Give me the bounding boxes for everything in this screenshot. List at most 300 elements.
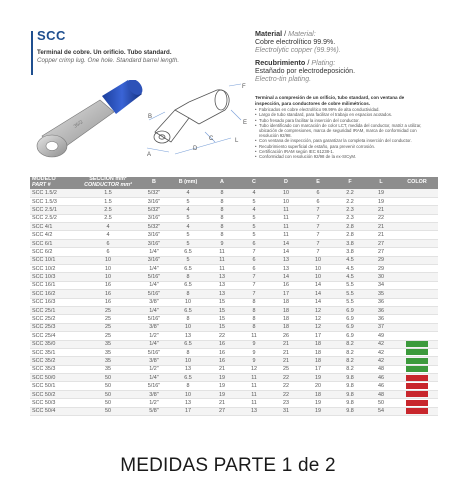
- header-c: C: [238, 177, 270, 189]
- plating-label-en: Plating:: [311, 58, 336, 67]
- cell-model: SCC 16/1: [30, 281, 78, 289]
- cell-color: [396, 315, 438, 323]
- cell-b-mm: 10: [170, 357, 206, 365]
- cell-l: 22: [366, 214, 396, 222]
- cell-f: 2.3: [334, 206, 366, 214]
- cell-f: 9.8: [334, 399, 366, 407]
- cell-b-mm: 13: [170, 399, 206, 407]
- dim-label-e: E: [243, 120, 248, 126]
- cell-a: 11: [206, 256, 238, 264]
- cell-b-in: 3/16": [138, 239, 170, 247]
- cell-b-in: 3/16": [138, 197, 170, 205]
- cell-c: 5: [238, 197, 270, 205]
- cell-b-mm: 5: [170, 231, 206, 239]
- cell-l: 19: [366, 189, 396, 197]
- cell-b-in: 5/16": [138, 382, 170, 390]
- cell-b-in: 3/16": [138, 214, 170, 222]
- cell-color: [396, 348, 438, 356]
- table-row: [30, 273, 438, 281]
- color-swatch: [406, 349, 428, 355]
- cell-section: 25: [78, 332, 138, 340]
- cell-b-in: 1/4": [138, 340, 170, 348]
- cell-b-in: 1/4": [138, 281, 170, 289]
- cell-color: [396, 407, 438, 415]
- cell-d: 21: [270, 357, 302, 365]
- plating-label: Recubrimiento: [255, 58, 306, 67]
- product-code: SCC: [37, 28, 66, 43]
- cell-a: 16: [206, 348, 238, 356]
- cell-l: 48: [366, 365, 396, 373]
- cell-e: 7: [302, 206, 334, 214]
- cell-section: 50: [78, 407, 138, 415]
- cell-d: 13: [270, 256, 302, 264]
- cell-model: SCC 35/1: [30, 348, 78, 356]
- cell-model: SCC 6/2: [30, 248, 78, 256]
- dimensions-table-wrap: [30, 177, 438, 416]
- cell-l: 27: [366, 248, 396, 256]
- plating-value-en: Electro-tin plating.: [255, 76, 312, 83]
- cell-section: 10: [78, 273, 138, 281]
- table-row: [30, 265, 438, 273]
- cell-section: 25: [78, 315, 138, 323]
- cell-color: [396, 214, 438, 222]
- dim-label-d: D: [193, 146, 198, 152]
- cell-l: 50: [366, 399, 396, 407]
- cell-b-in: 5/16": [138, 315, 170, 323]
- cell-section: 50: [78, 390, 138, 398]
- cell-a: 19: [206, 382, 238, 390]
- cell-section: 2.5: [78, 206, 138, 214]
- cell-model: SCC 10/1: [30, 256, 78, 264]
- cell-e: 17: [302, 365, 334, 373]
- cell-l: 36: [366, 315, 396, 323]
- cell-color: [396, 206, 438, 214]
- spec-item: • Largo de tubo standard, para facilitar el trabajo en espacios acotados.: [255, 112, 425, 117]
- cell-model: SCC 16/3: [30, 298, 78, 306]
- cell-b-mm: 8: [170, 290, 206, 298]
- cell-model: SCC 4/1: [30, 223, 78, 231]
- cell-e: 10: [302, 273, 334, 281]
- cell-l: 30: [366, 273, 396, 281]
- header-b-mm: B (mm): [170, 177, 206, 189]
- table-row: [30, 256, 438, 264]
- table-row: [30, 298, 438, 306]
- cell-e: 14: [302, 281, 334, 289]
- cell-f: 4.5: [334, 273, 366, 281]
- cell-f: 3.8: [334, 248, 366, 256]
- cell-l: 21: [366, 223, 396, 231]
- cell-c: 13: [238, 407, 270, 415]
- cell-section: 6: [78, 239, 138, 247]
- cell-e: 12: [302, 306, 334, 314]
- cell-a: 9: [206, 239, 238, 247]
- cell-l: 36: [366, 298, 396, 306]
- cell-d: 16: [270, 281, 302, 289]
- cell-l: 21: [366, 231, 396, 239]
- cell-b-in: 1/4": [138, 265, 170, 273]
- cell-b-in: 3/16": [138, 231, 170, 239]
- cell-model: SCC 25/1: [30, 306, 78, 314]
- cell-a: 19: [206, 374, 238, 382]
- product-description-en: Copper crimp lug. One hole. Standard barrel length.: [37, 57, 180, 64]
- cell-l: 42: [366, 340, 396, 348]
- cell-b-in: 5/16": [138, 273, 170, 281]
- cell-e: 19: [302, 399, 334, 407]
- color-swatch: [406, 341, 428, 347]
- color-swatch: [406, 383, 428, 389]
- cell-color: [396, 323, 438, 331]
- cell-a: 16: [206, 340, 238, 348]
- cell-color: [396, 332, 438, 340]
- cell-section: 50: [78, 382, 138, 390]
- cell-model: SCC 16/2: [30, 290, 78, 298]
- cell-f: 2.8: [334, 223, 366, 231]
- cell-model: SCC 35/2: [30, 357, 78, 365]
- table-row: [30, 189, 438, 197]
- cell-c: 7: [238, 273, 270, 281]
- cell-model: SCC 1.5/2: [30, 189, 78, 197]
- cell-section: 35: [78, 340, 138, 348]
- cell-d: 13: [270, 265, 302, 273]
- table-row: [30, 407, 438, 415]
- cell-e: 10: [302, 256, 334, 264]
- cell-a: 19: [206, 390, 238, 398]
- table-row: [30, 332, 438, 340]
- cell-e: 19: [302, 374, 334, 382]
- header-d: D: [270, 177, 302, 189]
- cell-color: [396, 340, 438, 348]
- cell-section: 35: [78, 365, 138, 373]
- table-row: [30, 357, 438, 365]
- cell-b-mm: 8: [170, 348, 206, 356]
- material-label: Material: [255, 29, 283, 38]
- cell-a: 15: [206, 298, 238, 306]
- cell-a: 13: [206, 290, 238, 298]
- cell-b-mm: 8: [170, 315, 206, 323]
- table-row: [30, 365, 438, 373]
- cell-a: 13: [206, 273, 238, 281]
- table-row: [30, 306, 438, 314]
- cell-b-mm: 6.5: [170, 281, 206, 289]
- cell-color: [396, 265, 438, 273]
- cell-f: 2.2: [334, 189, 366, 197]
- table-body: [30, 189, 438, 416]
- color-swatch: [406, 400, 428, 406]
- cell-model: SCC 35/0: [30, 340, 78, 348]
- dimensions-table: [30, 177, 438, 416]
- cell-b-mm: 8: [170, 382, 206, 390]
- cell-d: 22: [270, 390, 302, 398]
- cell-section: 35: [78, 348, 138, 356]
- cell-color: [396, 256, 438, 264]
- table-row: [30, 323, 438, 331]
- spec-item: • Conformidad con resolución 92/98 de la ex-SICyM.: [255, 154, 425, 159]
- cell-e: 10: [302, 265, 334, 273]
- cell-a: 8: [206, 206, 238, 214]
- cell-c: 4: [238, 206, 270, 214]
- cell-e: 20: [302, 382, 334, 390]
- cell-e: 7: [302, 231, 334, 239]
- cell-d: 11: [270, 206, 302, 214]
- cell-c: 9: [238, 357, 270, 365]
- cell-a: 16: [206, 357, 238, 365]
- plating-value: Estañado por electrodeposición.: [255, 68, 356, 75]
- cell-c: 5: [238, 231, 270, 239]
- cell-b-mm: 17: [170, 407, 206, 415]
- cell-color: [396, 231, 438, 239]
- table-row: [30, 281, 438, 289]
- cell-a: 8: [206, 231, 238, 239]
- dim-label-f: F: [242, 84, 246, 90]
- cell-b-mm: 6.5: [170, 306, 206, 314]
- table-row: [30, 390, 438, 398]
- cell-e: 12: [302, 315, 334, 323]
- cell-a: 11: [206, 248, 238, 256]
- material-label-en: Material:: [288, 29, 316, 38]
- cell-color: [396, 223, 438, 231]
- cell-b-mm: 10: [170, 323, 206, 331]
- cell-a: 15: [206, 323, 238, 331]
- cell-color: [396, 374, 438, 382]
- table-row: [30, 382, 438, 390]
- header-e: E: [302, 177, 334, 189]
- cell-d: 25: [270, 365, 302, 373]
- spec-item: • Tubo fresado para facilitar la inserción del conductor.: [255, 118, 425, 123]
- cell-section: 25: [78, 323, 138, 331]
- cell-c: 11: [238, 399, 270, 407]
- cell-l: 36: [366, 306, 396, 314]
- cell-a: 13: [206, 281, 238, 289]
- header-a: A: [206, 177, 238, 189]
- cell-f: 9.8: [334, 374, 366, 382]
- cell-f: 2.2: [334, 197, 366, 205]
- cell-b-in: 5/16": [138, 290, 170, 298]
- cell-d: 11: [270, 223, 302, 231]
- dim-label-a: A: [147, 152, 152, 158]
- cell-model: SCC 6/1: [30, 239, 78, 247]
- cell-f: 5.5: [334, 281, 366, 289]
- cell-b-mm: 13: [170, 365, 206, 373]
- cell-section: 1.5: [78, 197, 138, 205]
- cell-b-mm: 13: [170, 332, 206, 340]
- cell-section: 4: [78, 231, 138, 239]
- spec-item: • Tubo identificado con marcación de color LCT, medida del conductor, matriz a utilizar, ubicación de compresiones, marca de seguridad IRAM, marca de conformidad con resolución 92/98.: [255, 123, 425, 139]
- cell-a: 15: [206, 315, 238, 323]
- cell-color: [396, 365, 438, 373]
- cell-f: 8.2: [334, 340, 366, 348]
- cell-section: 16: [78, 298, 138, 306]
- cell-e: 18: [302, 340, 334, 348]
- cell-l: 27: [366, 239, 396, 247]
- cell-color: [396, 189, 438, 197]
- cell-a: 8: [206, 197, 238, 205]
- cell-c: 11: [238, 382, 270, 390]
- color-swatch: [406, 408, 428, 414]
- cell-e: 18: [302, 390, 334, 398]
- cell-section: 1.5: [78, 189, 138, 197]
- cell-l: 46: [366, 374, 396, 382]
- cell-d: 10: [270, 189, 302, 197]
- table-row: [30, 214, 438, 222]
- cell-b-in: 1/2": [138, 332, 170, 340]
- spec-item: • Certificación IRAM según IEC 61238-1.: [255, 149, 425, 154]
- cell-model: SCC 25/3: [30, 323, 78, 331]
- cell-color: [396, 399, 438, 407]
- cell-section: 25: [78, 306, 138, 314]
- cell-color: [396, 281, 438, 289]
- cell-c: 8: [238, 306, 270, 314]
- cell-c: 12: [238, 365, 270, 373]
- cell-e: 19: [302, 407, 334, 415]
- cell-e: 7: [302, 223, 334, 231]
- cell-b-mm: 5: [170, 256, 206, 264]
- cell-color: [396, 390, 438, 398]
- table-row: [30, 340, 438, 348]
- material-value-en: Electrolytic copper (99.9%).: [255, 47, 341, 54]
- material-block: Material / Material: Cobre electrolítico 99.9%. Electrolytic copper (99.9%).: [255, 29, 425, 54]
- cell-section: 50: [78, 399, 138, 407]
- cell-model: SCC 25/2: [30, 315, 78, 323]
- cell-model: SCC 50/2: [30, 390, 78, 398]
- cell-l: 29: [366, 265, 396, 273]
- cell-d: 18: [270, 315, 302, 323]
- cell-b-in: 5/32": [138, 206, 170, 214]
- product-description: Terminal de cobre. Un orificio. Tubo standard.: [37, 49, 172, 56]
- cell-f: 6.9: [334, 315, 366, 323]
- cell-f: 9.8: [334, 390, 366, 398]
- cell-color: [396, 298, 438, 306]
- cell-f: 5.5: [334, 290, 366, 298]
- spec-item: • Recubrimiento superficial de estaño, para prevenir corrosión.: [255, 144, 425, 149]
- cell-e: 7: [302, 248, 334, 256]
- cell-c: 7: [238, 248, 270, 256]
- cell-section: 50: [78, 374, 138, 382]
- cell-b-mm: 10: [170, 390, 206, 398]
- cell-d: 18: [270, 306, 302, 314]
- cell-d: 18: [270, 298, 302, 306]
- cell-d: 11: [270, 214, 302, 222]
- cell-l: 34: [366, 281, 396, 289]
- header-l: L: [366, 177, 396, 189]
- product-header: [37, 28, 247, 64]
- cell-c: 8: [238, 315, 270, 323]
- table-row: [30, 348, 438, 356]
- cell-c: 7: [238, 290, 270, 298]
- cell-color: [396, 248, 438, 256]
- cell-color: [396, 197, 438, 205]
- spec-list: [255, 95, 425, 159]
- material-value: Cobre electrolítico 99.9%.: [255, 39, 336, 46]
- cell-b-in: 1/4": [138, 374, 170, 382]
- cell-model: SCC 25/4: [30, 332, 78, 340]
- cell-b-in: 5/32": [138, 223, 170, 231]
- cell-e: 14: [302, 290, 334, 298]
- cell-section: 10: [78, 256, 138, 264]
- cell-model: SCC 4/2: [30, 231, 78, 239]
- header-color: COLOR: [396, 177, 438, 189]
- table-row: [30, 223, 438, 231]
- cell-model: SCC 2.5/1: [30, 206, 78, 214]
- cell-d: 21: [270, 348, 302, 356]
- cell-b-mm: 5: [170, 214, 206, 222]
- table-row: [30, 399, 438, 407]
- dim-label-c: C: [209, 136, 214, 142]
- cell-e: 18: [302, 357, 334, 365]
- cell-f: 8.2: [334, 357, 366, 365]
- cell-b-mm: 10: [170, 298, 206, 306]
- cell-d: 22: [270, 382, 302, 390]
- dimension-diagram: [145, 80, 257, 160]
- cell-a: 22: [206, 332, 238, 340]
- color-swatch: [406, 358, 428, 364]
- cell-e: 7: [302, 214, 334, 222]
- table-row: [30, 197, 438, 205]
- cell-l: 46: [366, 382, 396, 390]
- cell-model: SCC 50/1: [30, 382, 78, 390]
- cell-section: 10: [78, 265, 138, 273]
- cell-e: 6: [302, 197, 334, 205]
- cell-e: 12: [302, 323, 334, 331]
- cell-a: 8: [206, 214, 238, 222]
- table-row: [30, 206, 438, 214]
- table-header-row: [30, 177, 438, 189]
- cell-a: 21: [206, 365, 238, 373]
- cell-a: 15: [206, 306, 238, 314]
- cell-l: 48: [366, 390, 396, 398]
- cell-b-in: 3/16": [138, 256, 170, 264]
- table-row: [30, 248, 438, 256]
- cell-f: 8.2: [334, 348, 366, 356]
- cell-c: 6: [238, 265, 270, 273]
- dim-label-b: B: [148, 114, 153, 120]
- cell-b-mm: 4: [170, 206, 206, 214]
- cell-b-mm: 5: [170, 197, 206, 205]
- color-swatch: [406, 366, 428, 372]
- cell-f: 6.9: [334, 306, 366, 314]
- cell-b-mm: 4: [170, 223, 206, 231]
- cell-section: 6: [78, 248, 138, 256]
- cell-c: 9: [238, 340, 270, 348]
- cell-f: 6.9: [334, 332, 366, 340]
- cell-f: 9.8: [334, 407, 366, 415]
- cell-c: 6: [238, 239, 270, 247]
- cell-c: 11: [238, 332, 270, 340]
- cell-f: 8.2: [334, 365, 366, 373]
- cell-l: 37: [366, 323, 396, 331]
- cell-b-in: 1/4": [138, 306, 170, 314]
- cell-color: [396, 382, 438, 390]
- cell-section: 16: [78, 281, 138, 289]
- cell-c: 4: [238, 189, 270, 197]
- cell-f: 9.8: [334, 382, 366, 390]
- cell-model: SCC 10/3: [30, 273, 78, 281]
- cell-e: 18: [302, 348, 334, 356]
- header-b-in: B: [138, 177, 170, 189]
- cell-d: 21: [270, 340, 302, 348]
- cell-d: 14: [270, 248, 302, 256]
- cell-b-in: 5/16": [138, 348, 170, 356]
- cell-c: 9: [238, 348, 270, 356]
- cell-a: 8: [206, 223, 238, 231]
- cell-b-mm: 6.5: [170, 248, 206, 256]
- color-swatch: [406, 391, 428, 397]
- cell-b-in: 3/8": [138, 357, 170, 365]
- spec-item: • Con ventana de inspección, para garantizar la completa inserción del conductor.: [255, 138, 425, 143]
- page-footer-title: MEDIDAS PARTE 1 de 2: [120, 455, 336, 476]
- header-model: MODELO PART #: [30, 177, 78, 189]
- cell-f: 4.5: [334, 256, 366, 264]
- cell-d: 14: [270, 273, 302, 281]
